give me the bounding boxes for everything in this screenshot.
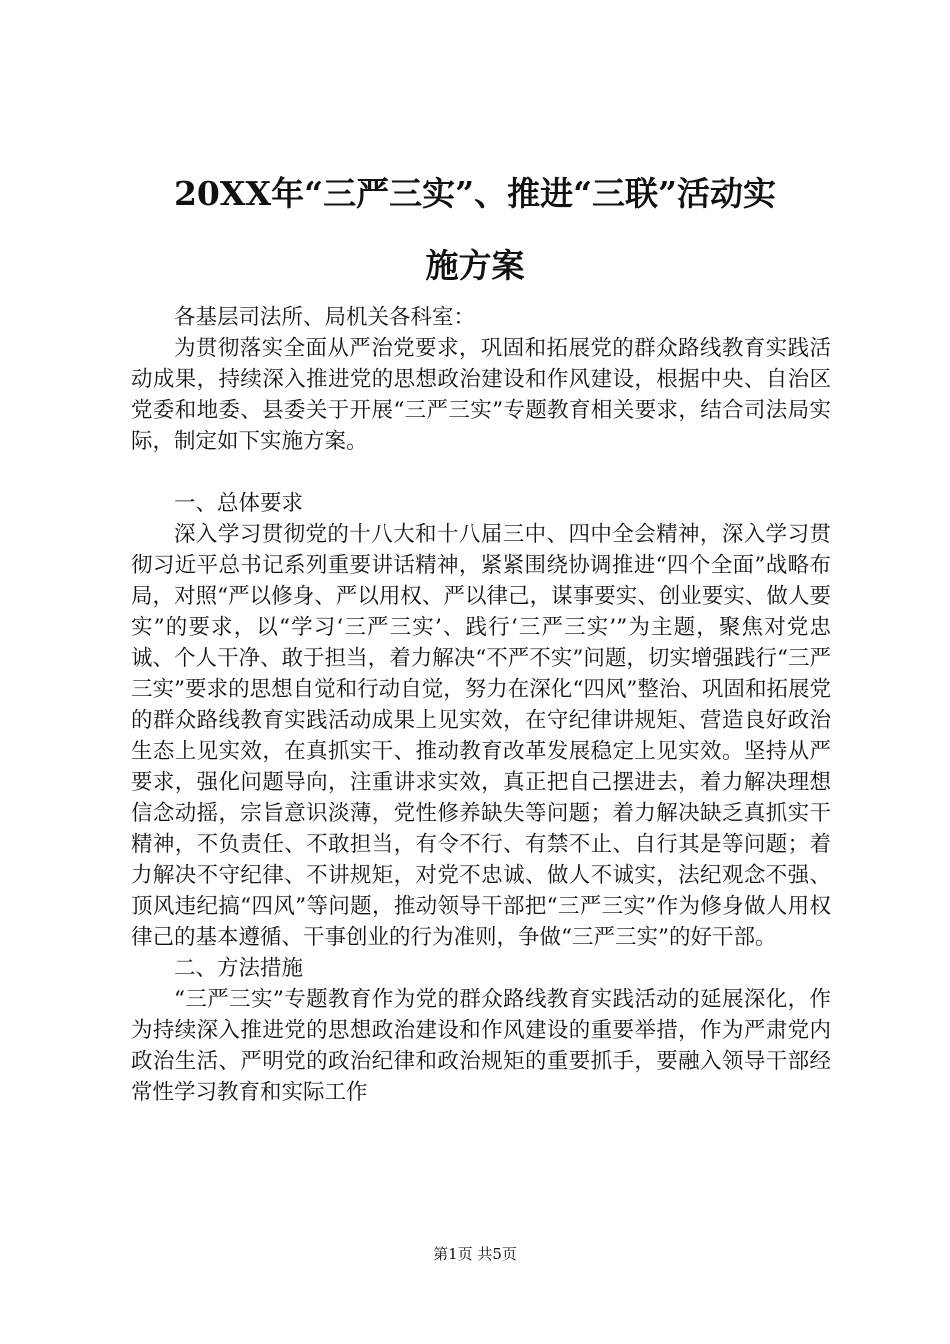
section-1-heading: 一、总体要求 [174,491,304,516]
title-line-1: 20XX年“三严三实”、推进“三联”活动实 [173,174,777,213]
title-line-2: 施方案 [425,246,525,285]
salutation: 各基层司法所、局机关各科室： [174,305,476,330]
section-2-heading: 二、方法措施 [174,956,304,981]
document-body [131,302,831,1108]
section-1-paragraph: 深入学习贯彻党的十八大和十八届三中、四中全会精神，深入学习贯彻习近平总书记系列重要讲话精神，紧紧围绕协调推进“四个全面”战略布局，对照“严以修身、严以用权、严以律己，谋事要实、创业要实、做人要实”的要求，以“学习‘三严三实’、践行‘三严三实’”为主题，聚焦对党忠诚、个人干净、敢于担当，着力解决“不严不实”问题，切实增强践行“三严三实”要求的思想自觉和行动自觉，努力在深化“四风”整治、巩固和拓展党的群众路线教育实践活动成果上见实效，在守纪律讲规矩、营造良好政治生态上见实效，在真抓实干、推动教育改革发展稳定上见实效。坚持从严要求，强化问题导向，注重讲求实效，真正把自己摆进去，着力解决理想信念动摇，宗旨意识淡薄，党性修养缺失等问题；着力解决缺乏真抓实干精神，不负责任、不敢担当，有令不行、有禁不止、自行其是等问题；着力解决不守纪律、不讲规矩，对党不忠诚、做人不诚实，法纪观念不强、顶风违纪搞“四风”等问题，推动领导干部把“三严三实”作为修身做人用权律己的基本遵循、干事创业的行为准则，争做“三严三实”的好干部。 [131,522,831,950]
intro-paragraph: 为贯彻落实全面从严治党要求，巩固和拓展党的群众路线教育实践活动成果，持续深入推进党的思想政治建设和作风建设，根据中央、自治区党委和地委、县委关于开展“三严三实”专题教育相关要求，结合司法局实际，制定如下实施方案。 [131,336,831,454]
page-footer [0,1244,950,1264]
page-number: 第1页 共5页 [433,1245,517,1263]
document-title [100,158,850,302]
paragraph-gap [131,457,831,488]
section-2-paragraph: “三严三实”专题教育作为党的群众路线教育实践活动的延展深化，作为持续深入推进党的思想政治建设和作风建设的重要举措，作为严肃党内政治生活、严明党的政治纪律和政治规矩的重要抓手，要融入领导干部经常性学习教育和实际工作 [131,987,831,1105]
